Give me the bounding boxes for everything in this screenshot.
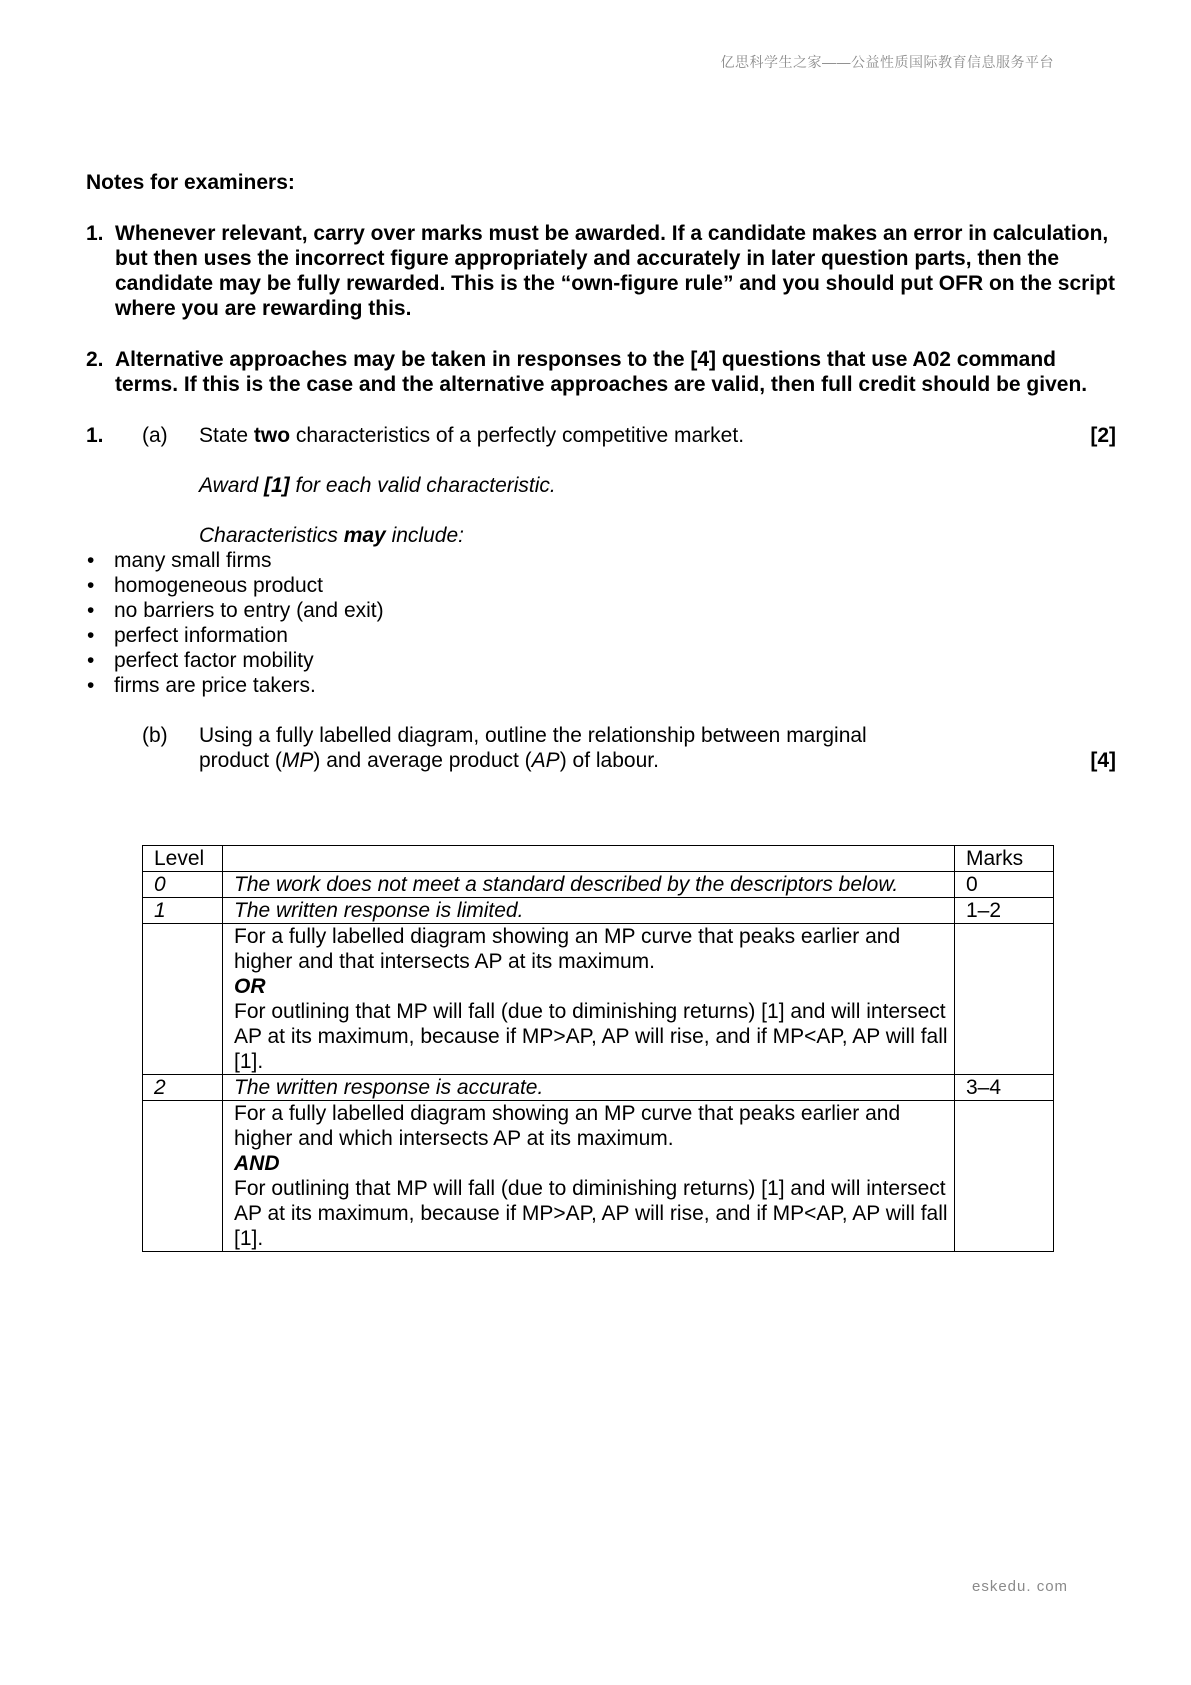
- header-watermark: 亿思科学生之家——公益性质国际教育信息服务平台: [720, 54, 1054, 70]
- descriptor-detail-cell: [223, 1101, 955, 1252]
- note-item-1: [86, 221, 1116, 321]
- list-item: • perfect information: [86, 623, 1116, 648]
- table-row: [143, 924, 1054, 1075]
- characteristics-intro: Characteristics may include:: [199, 524, 464, 547]
- markband-table: [142, 845, 1054, 1252]
- detail-paragraph: For outlining that MP will fall (due to diminishing returns) [1] and will intersect AP at its maximum, because if MP>AP, AP will rise, and if MP<AP, AP will fall [1].: [234, 1177, 948, 1250]
- note-number: 2.: [86, 348, 104, 371]
- list-item: • many small firms: [86, 548, 1116, 573]
- question-text: State two characteristics of a perfectly competitive market.: [199, 424, 745, 447]
- marks-header: Marks: [955, 846, 1054, 872]
- list-item: • no barriers to entry (and exit): [86, 598, 1116, 623]
- detail-connector: AND: [234, 1152, 280, 1175]
- question-part-label: (b): [142, 724, 168, 747]
- level-cell: 1: [143, 898, 223, 924]
- descriptor-cell: The written response is accurate.: [223, 1075, 955, 1101]
- marks-cell: 3–4: [955, 1075, 1054, 1101]
- marks-cell: 0: [955, 872, 1054, 898]
- note-item-2: [86, 347, 1116, 397]
- level-header: Level: [143, 846, 223, 872]
- marks-cell: 1–2: [955, 898, 1054, 924]
- award-instruction: Award [1] for each valid characteristic.: [199, 474, 556, 497]
- list-item: • homogeneous product: [86, 573, 1116, 598]
- characteristics-list: [86, 548, 1116, 698]
- note-text: Whenever relevant, carry over marks must be awarded. If a candidate makes an error in calculation, but then uses the incorrect figure appropriately and accurately in later question parts, then the candidate may be fully rewarded. This is the “own-figure rule” and you should put OFR on the script where you are rewarding this.: [115, 222, 1115, 320]
- level-cell: 2: [143, 1075, 223, 1101]
- level-cell: 0: [143, 872, 223, 898]
- question-marks: [2]: [1090, 424, 1116, 447]
- table-row: [143, 1101, 1054, 1252]
- table-row: [143, 1075, 1054, 1101]
- list-item: • firms are price takers.: [86, 673, 1116, 698]
- detail-paragraph: For a fully labelled diagram showing an MP curve that peaks earlier and higher and which intersects AP at its maximum.: [234, 1102, 901, 1150]
- table-row: [143, 898, 1054, 924]
- question-1a: [86, 423, 1116, 448]
- question-text: Using a fully labelled diagram, outline the relationship between marginal product (MP) and average product (AP) of labour.: [199, 724, 867, 772]
- detail-paragraph: For outlining that MP will fall (due to diminishing returns) [1] and will intersect AP at its maximum, because if MP>AP, AP will rise, and if MP<AP, AP will fall [1].: [234, 1000, 948, 1073]
- descriptor-cell: The work does not meet a standard described by the descriptors below.: [223, 872, 955, 898]
- question-marks: [4]: [1090, 749, 1116, 772]
- detail-connector: OR: [234, 975, 266, 998]
- descriptor-header: [223, 846, 955, 872]
- footer-watermark: eskedu. com: [972, 1578, 1069, 1595]
- list-item: • perfect factor mobility: [86, 648, 1116, 673]
- table-row: [143, 872, 1054, 898]
- question-number: 1.: [86, 424, 104, 447]
- question-part-label: (a): [142, 424, 168, 447]
- note-text: Alternative approaches may be taken in responses to the [4] questions that use A02 command terms. If this is the case and the alternative approaches are valid, then full credit should be given.: [115, 348, 1088, 396]
- descriptor-detail-cell: [223, 924, 955, 1075]
- note-number: 1.: [86, 222, 104, 245]
- table-header-row: [143, 846, 1054, 872]
- detail-paragraph: For a fully labelled diagram showing an MP curve that peaks earlier and higher and that intersects AP at its maximum.: [234, 925, 901, 973]
- question-1b: [86, 723, 1116, 773]
- markscheme-page: [86, 170, 1116, 773]
- descriptor-cell: The written response is limited.: [223, 898, 955, 924]
- notes-title: Notes for examiners:: [86, 171, 295, 194]
